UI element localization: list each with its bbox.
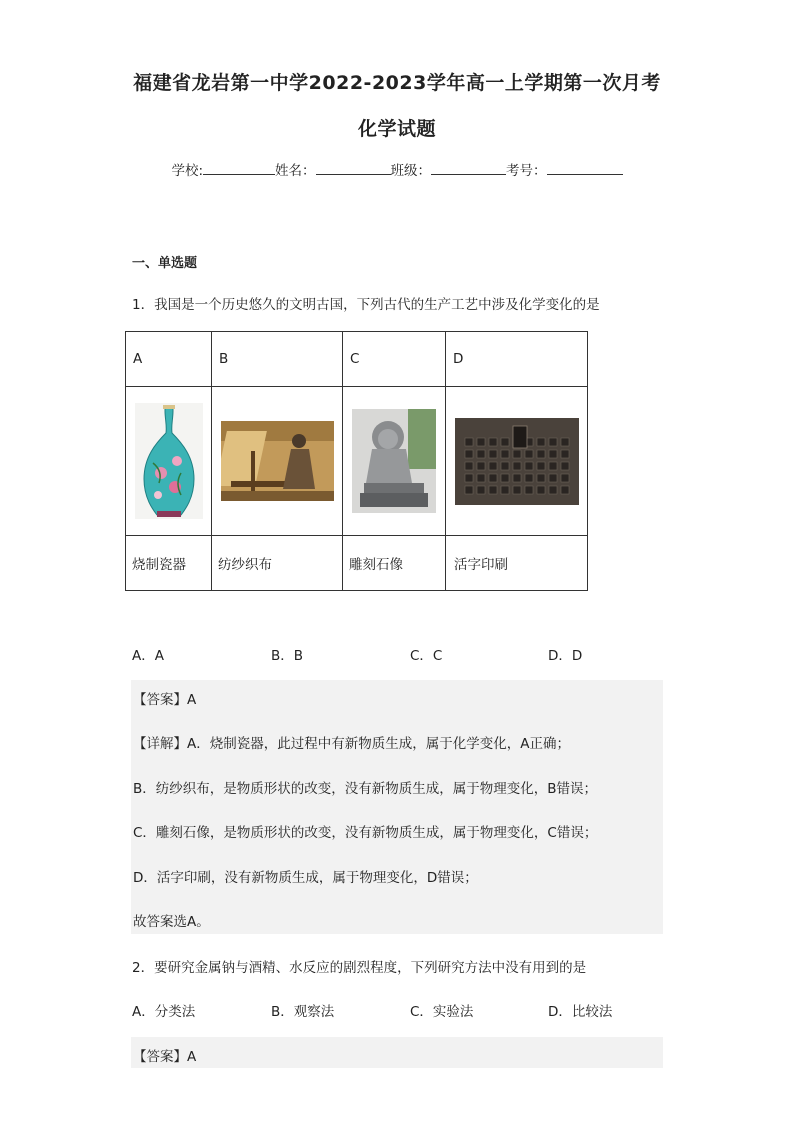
image-cell-b: [212, 387, 343, 536]
class-blank: [431, 160, 506, 175]
name-blank: [316, 160, 391, 175]
question-2-option-c: C．实验法: [410, 1004, 474, 1020]
caption-cell-a: 烧制瓷器: [126, 536, 212, 591]
porcelain-vase-image: [135, 403, 203, 519]
question-2-answer-block: [131, 1037, 663, 1068]
image-cell-c: [343, 387, 446, 536]
name-label: 姓名：: [275, 163, 316, 179]
question-2-option-b: B．观察法: [271, 1004, 335, 1020]
document-title: 福建省龙岩第一中学2022-2023学年高一上学期第一次月考: [133, 72, 661, 94]
student-info-line: [0, 159, 794, 179]
class-label: 班级：: [390, 163, 432, 179]
table-header-a: A: [126, 332, 212, 387]
question-2-option-d: D．比较法: [548, 1004, 613, 1020]
image-cell-a: [126, 387, 212, 536]
question-2-option-a: A．分类法: [132, 1004, 196, 1020]
question-1-table: [125, 331, 588, 591]
spinning-weaving-image: [221, 421, 334, 501]
question-2-stem: 2．要研究金属钠与酒精、水反应的剧烈程度，下列研究方法中没有用到的是: [132, 960, 587, 976]
caption-cell-d: 活字印刷: [446, 536, 588, 591]
question-1-answer-block: [131, 680, 663, 934]
question-1-explanation-line: B．纺纱织布，是物质形状的改变，没有新物质生成，属于物理变化，B错误；: [133, 781, 598, 797]
question-1-stem: 1．我国是一个历史悠久的文明古国，下列古代的生产工艺中涉及化学变化的是: [132, 297, 600, 313]
exam-number-blank: [547, 160, 623, 175]
question-1-answer: 【答案】A: [133, 692, 197, 708]
image-cell-d: [446, 387, 588, 536]
question-1-option-c: C．C: [410, 648, 443, 664]
question-1-explanation-line: 【详解】A．烧制瓷器，此过程中有新物质生成，属于化学变化，A正确；: [133, 736, 570, 752]
question-1-explanation-line: D．活字印刷，没有新物质生成，属于物理变化，D错误；: [133, 870, 478, 886]
document-subtitle: 化学试题: [357, 118, 436, 140]
section-title: 一、单选题: [132, 256, 198, 271]
question-1-conclusion: 故答案选A。: [133, 914, 210, 930]
exam-number-label: 考号：: [506, 163, 547, 179]
movable-type-printing-image: [455, 418, 579, 505]
table-header-d: D: [446, 332, 588, 387]
caption-cell-c: 雕刻石像: [343, 536, 446, 591]
stone-lion-statue-image: [352, 409, 436, 513]
question-1-option-d: D．D: [548, 648, 583, 664]
question-1-explanation-line: C．雕刻石像，是物质形状的改变，没有新物质生成，属于物理变化，C错误；: [133, 825, 598, 841]
question-1-option-b: B．B: [271, 648, 304, 664]
table-header-c: C: [343, 332, 446, 387]
school-label: 学校:: [171, 163, 204, 179]
table-header-b: B: [212, 332, 343, 387]
question-2-answer: 【答案】A: [133, 1049, 197, 1065]
caption-cell-b: 纺纱织布: [212, 536, 343, 591]
question-1-option-a: A．A: [132, 648, 164, 664]
school-blank: [203, 160, 275, 175]
